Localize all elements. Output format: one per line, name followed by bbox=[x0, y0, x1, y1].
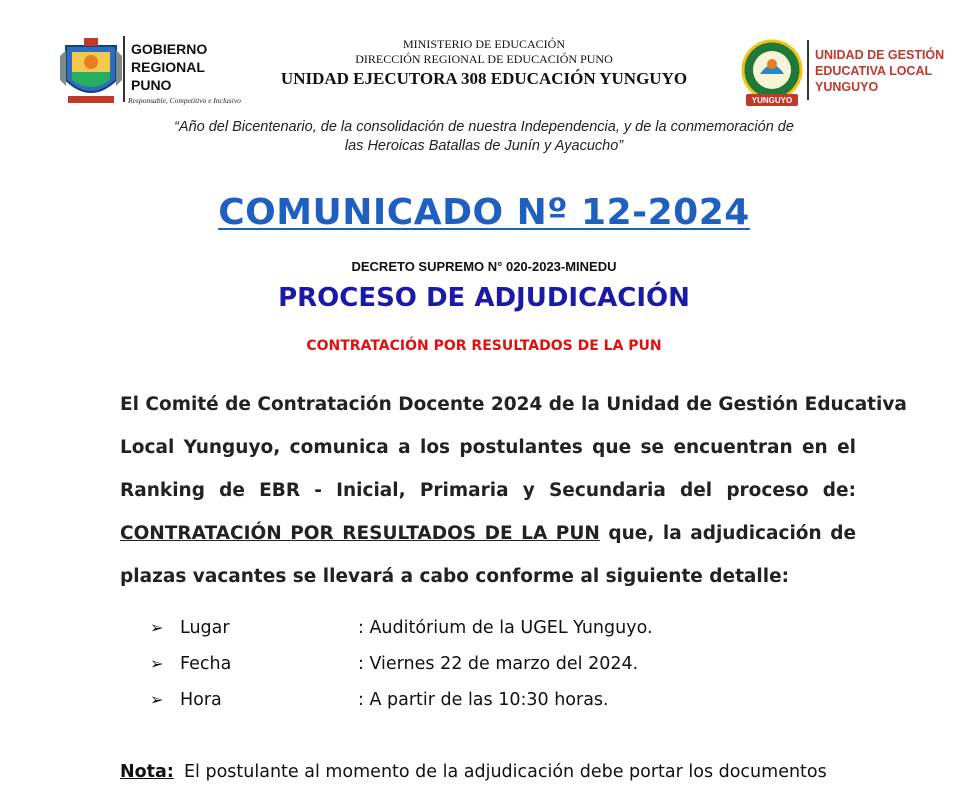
document-title: COMUNICADO Nº 12-2024 bbox=[218, 192, 750, 233]
ugel-line3: YUNGUYO bbox=[815, 80, 879, 94]
process-subtitle: CONTRATACIÓN POR RESULTADOS DE LA PUN bbox=[306, 338, 662, 354]
body-line-4-rest: que, la adjudicación de bbox=[599, 523, 856, 544]
ugel-name bbox=[815, 47, 944, 95]
decree-reference: DECRETO SUPREMO N° 020-2023-MINEDU bbox=[351, 259, 617, 274]
gob-slogan: Responsable, Competitivo e Inclusivo bbox=[128, 96, 241, 105]
note-label: Nota: bbox=[120, 762, 174, 782]
ugel-line2: EDUCATIVA LOCAL bbox=[815, 64, 933, 78]
detail-label-time: Hora bbox=[180, 690, 222, 710]
seal-text: YUNGUYO bbox=[751, 96, 793, 105]
note-text: El postulante al momento de la adjudicación debe portar los documentos bbox=[184, 762, 827, 782]
detail-value-time: : A partir de las 10:30 horas. bbox=[358, 690, 609, 710]
ugel-line1: UNIDAD DE GESTIÓN bbox=[815, 48, 945, 62]
body-line-1: El Comité de Contratación Docente 2024 de la Unidad de Gestión Educativa bbox=[120, 394, 907, 415]
body-line-3: Ranking de EBR - Inicial, Primaria y Secundaria del proceso de: bbox=[120, 480, 856, 501]
gob-line3: PUNO bbox=[131, 77, 172, 93]
body-line-4 bbox=[120, 523, 856, 544]
process-title: PROCESO DE ADJUDICACIÓN bbox=[278, 283, 690, 313]
year-motto bbox=[0, 118, 968, 156]
directorate-name: DIRECCIÓN REGIONAL DE EDUCACIÓN PUNO bbox=[355, 52, 613, 66]
ugel-yunguyo-seal bbox=[738, 38, 806, 108]
gob-line1: GOBIERNO bbox=[131, 41, 208, 57]
detail-value-place: : Auditórium de la UGEL Yunguyo. bbox=[358, 618, 653, 638]
detail-label-place: Lugar bbox=[180, 618, 230, 638]
process-name-underlined: CONTRATACIÓN POR RESULTADOS DE LA PUN bbox=[120, 523, 600, 544]
body-line-5: plazas vacantes se llevará a cabo conforme al siguiente detalle: bbox=[120, 566, 790, 587]
motto-line1: “Año del Bicentenario, de la consolidación de nuestra Independencia, y de la conmemoración de bbox=[174, 119, 794, 135]
bullet-arrow-icon: ➢ bbox=[150, 620, 164, 637]
executing-unit-name: UNIDAD EJECUTORA 308 EDUCACIÓN YUNGUYO bbox=[280, 69, 688, 88]
detail-value-date: : Viernes 22 de marzo del 2024. bbox=[358, 654, 639, 674]
bullet-arrow-icon: ➢ bbox=[150, 692, 164, 709]
bullet-arrow-icon: ➢ bbox=[150, 656, 164, 673]
body-line-2: Local Yunguyo, comunica a los postulantes que se encuentran en el bbox=[120, 437, 856, 458]
header-right-divider bbox=[807, 40, 809, 100]
detail-label-date: Fecha bbox=[180, 654, 232, 674]
motto-line2: las Heroicas Batallas de Junín y Ayacucho” bbox=[344, 138, 624, 154]
ministry-name: MINISTERIO DE EDUCACIÓN bbox=[403, 37, 565, 51]
gob-line2: REGIONAL bbox=[131, 59, 205, 75]
